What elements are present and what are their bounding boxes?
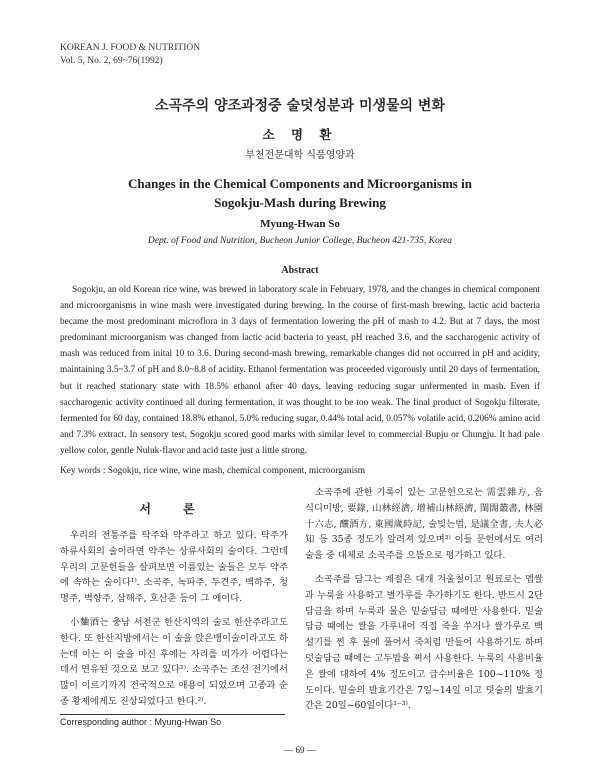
abstract-text: Sogokju, an old Korean rice wine, was brewed in laboratory scale in February, 1978, and the changes in chemical component and microorganisms in wine mash were investigated during brewing. In the course of first-mash brewing, lactic acid bacteria became the most predominant microflora in 3 days of fermentation lowering the pH of mash to 4.2. But at 7 days, the most predominant microorganism was changed from lactic acid bacteria to yeast, pH reached 3.6, and the saccharogenic activity of mash was reduced from inital 10 to 3.6. During second-mash brewing, remarkable changes did not occurred in pH and acidity, maintaining 3.5~3.7 of pH and 8.0~8.8 of acidity. Ethanol fermentation was proceeded vigorously until 20 days of fermentation, but it reached stationary state with 18.5% ethanol after 40 days, leaving reducing sugar unfermented in mash. Even if saccharogenic activity continued all during fermentation, it was thought to be too weak. The final product of Sogokju filterate, fermented for 60 day, contained 18.8% ethanol, 5.0% reducing sugar, 0.44% total acid, 0.057% volatile acid, 0.206% amino acid and 7.3% extract. In sensory test, Sogokju scored good marks with similar level to commercial Bupju or Chungju. It had pale yellow color, gentle Nuluk-flavor and acid taste just a little strong. — [60, 285, 540, 456]
footnote-divider — [60, 714, 285, 715]
page-number: — 69 — — [284, 745, 316, 755]
korean-title: 소곡주의 양조과정중 술덧성분과 미생물의 변화 — [155, 98, 445, 114]
journal-volume: Vol. 5, No. 2, 69~76(1992) — [60, 56, 163, 66]
korean-author: 소 명 환 — [262, 127, 338, 142]
abstract-heading: Abstract — [281, 265, 319, 276]
keywords: Key words : Sogokju, rice wine, wine mash, chemical component, microorganism — [60, 466, 366, 476]
section-title-introduction: 서 론 — [139, 502, 209, 516]
english-title-line2: Sogokju-Mash during Brewing — [214, 195, 386, 210]
paragraph: 小麯酒는 충남 서천군 한산지역의 술로 한산주라고도 한다. 또 한산지방에서는 이 술을 앉은뱅이술이라고도 하는데 이는 이 술을 마신 후에는 자리를 떠가가 어렵다는데서 연유된 것으로 보고 있다²⁾. 소곡주는 조선 전기에서 많이 이르기까지 전국적으로 애용이 되었으며 고종과 순종 황제에게도 진상되었다고 한다.²⁾. — [60, 616, 288, 707]
english-title — [0, 174, 600, 212]
right-column — [305, 485, 543, 722]
left-column — [60, 528, 288, 718]
korean-affiliation: 부천전문대학 식품영양과 — [245, 150, 355, 161]
paragraph: 우리의 전통주를 탁주와 약주라고 하고 있다. 탁주가 하류사회의 술이라면 약주는 상류사회의 술이다. 그런데 우리의 고문헌들을 살펴보면 이름있는 술들은 모두 약주에 속하는 술이다¹⁾. 소곡주, 녹파주, 두견주, 백하주, 청명주, 벽향주, 삼해주, 호산춘 등이 그 예이다. — [60, 530, 288, 605]
english-author: Myung-Hwan So — [260, 218, 340, 230]
english-title-line1: Changes in the Chemical Components and Microorganisms in — [128, 176, 472, 191]
journal-name: KOREAN J. FOOD & NUTRITION — [60, 43, 201, 53]
corresponding-author-footnote: Corresponding author : Myung-Hwan So — [60, 717, 222, 727]
english-affiliation: Dept. of Food and Nutrition, Bucheon Junior College, Bucheon 421-735, Korea — [147, 236, 453, 246]
paragraph: 소곡주를 담그는 계절은 대개 겨울철이고 원료로는 멥쌀과 누룩을 사용하고 별가루를 추가하기도 한다. 반드시 2단 담금을 하며 누룩과 물은 밑술담금 때에만 사용한다. 밑술담금 때에는 쌀을 가루내어 직접 죽을 쑤거나 쌀가루로 백설기를 찐 후 물에 풀어서 죽처럼 만들어 사용하기도 하며 덧술담금 때에는 고두밥을 쪄서 사용한다. 누룩의 사용비율은 쌀에 대하여 4% 정도이고 급수비율은 100~110% 정도이다. 밑술의 발효기간은 7일~14일 이고 덧술의 발효기간은 20일~60일이다¹⁻³⁾. — [305, 573, 543, 712]
paragraph: 소곡주에 관한 기록이 있는 고문헌으로는 需雲雜方, 음식디미방, 要錄, 山林經濟, 增補山林經濟, 閨閤叢書, 林園十六志, 釀酒方, 東國歲時記, 술빚는법, 是議全書, 夫人必知 등 35종 정도가 알려져 있으며³⁾ 이들 문헌에서도 여러 술을 중 대체로 소곡주를 으뜸으로 평가하고 있다. — [305, 487, 543, 562]
journal-header — [60, 42, 200, 68]
